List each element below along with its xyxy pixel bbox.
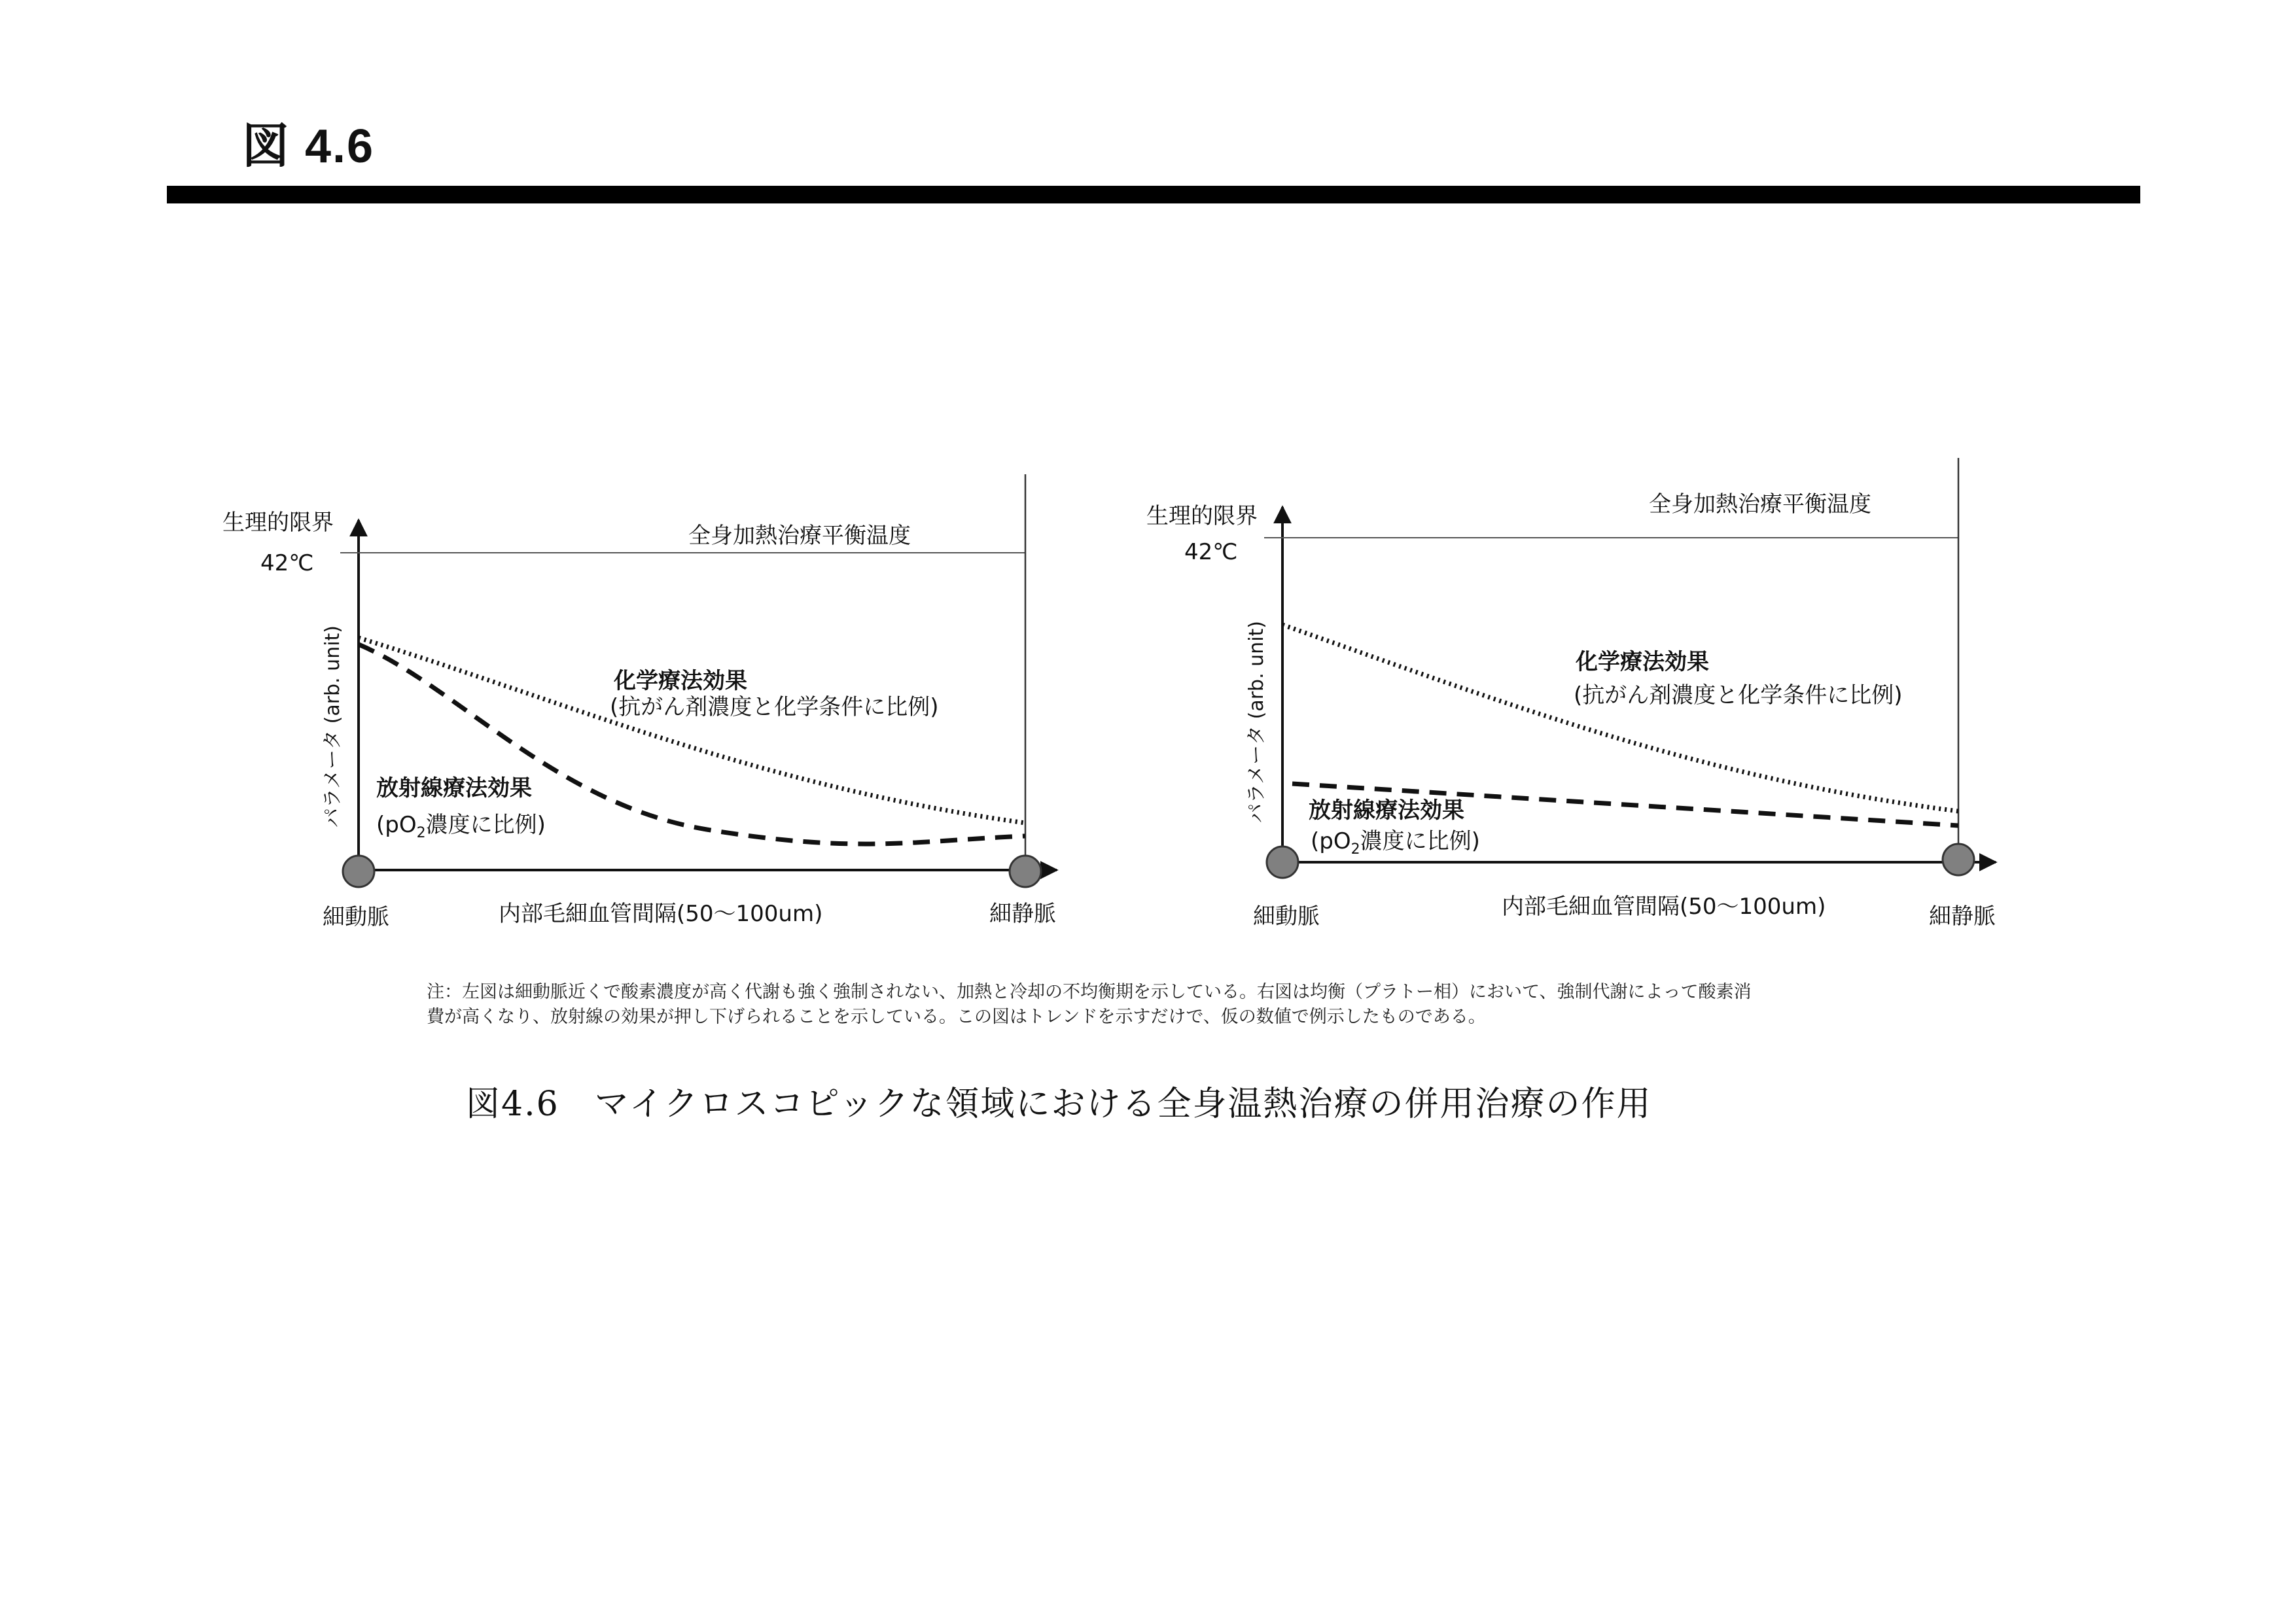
left-chemo-note: (抗がん剤濃度と化学条件に比例) (610, 694, 939, 720)
right-end-label: 細静脈 (1929, 903, 1996, 930)
right-chemo-title: 化学療法効果 (1576, 649, 1709, 675)
right-chemo-note: (抗がん剤濃度と化学条件に比例) (1574, 682, 1903, 708)
left-chemo-title: 化学療法効果 (614, 668, 747, 694)
right-diagram (1146, 458, 1996, 930)
right-equilibrium-label: 全身加熱治療平衡温度 (1649, 491, 1871, 517)
left-venule-node (1010, 856, 1041, 887)
left-y-axis-label: パラメータ (arb. unit) (321, 625, 344, 828)
right-start-label: 細動脈 (1253, 903, 1320, 930)
right-arteriole-node (1267, 846, 1298, 878)
right-limit-temp: 42℃ (1184, 539, 1238, 565)
left-radiation-note: ($pO_2$濃度に比例) (376, 812, 546, 841)
right-radiation-title: 放射線療法効果 (1309, 797, 1464, 824)
figure-note: 注：左図は細動脈近くで酸素濃度が高く代謝も強く強制されない、加熱と冷却の不均衡期を示している。右図は均衡（プラトー相）において、強制代謝によって酸素消費が高くなり、放射線の効果が押し下げられることを示している。この図はトレンドを示すだけで、仮の数値で例示したものである。 (427, 982, 1752, 1027)
figure-caption: 図4.6 マイクロスコピックな領域における全身温熱治療の併用治療の作用 (466, 1085, 1652, 1124)
left-arteriole-node (343, 856, 374, 887)
left-limit-label: 生理的限界 (222, 510, 334, 536)
left-radiation-title: 放射線療法効果 (376, 775, 532, 801)
left-start-label: 細動脈 (323, 904, 389, 930)
figure-label: 図 4.6 (242, 120, 375, 173)
right-limit-label: 生理的限界 (1146, 503, 1258, 529)
left-limit-temp: 42℃ (260, 550, 314, 576)
left-end-label: 細静脈 (989, 901, 1056, 927)
right-x-axis-label: 内部毛細血管間隔(50〜100um) (1502, 894, 1826, 920)
left-equilibrium-label: 全身加熱治療平衡温度 (688, 523, 911, 549)
right-venule-node (1943, 844, 1974, 875)
left-x-axis-label: 内部毛細血管間隔(50〜100um) (499, 901, 823, 927)
right-y-axis-label: パラメータ (arb. unit) (1245, 620, 1268, 823)
left-diagram (222, 474, 1057, 930)
right-radiation-note: ($pO_2$濃度に比例) (1311, 828, 1480, 858)
